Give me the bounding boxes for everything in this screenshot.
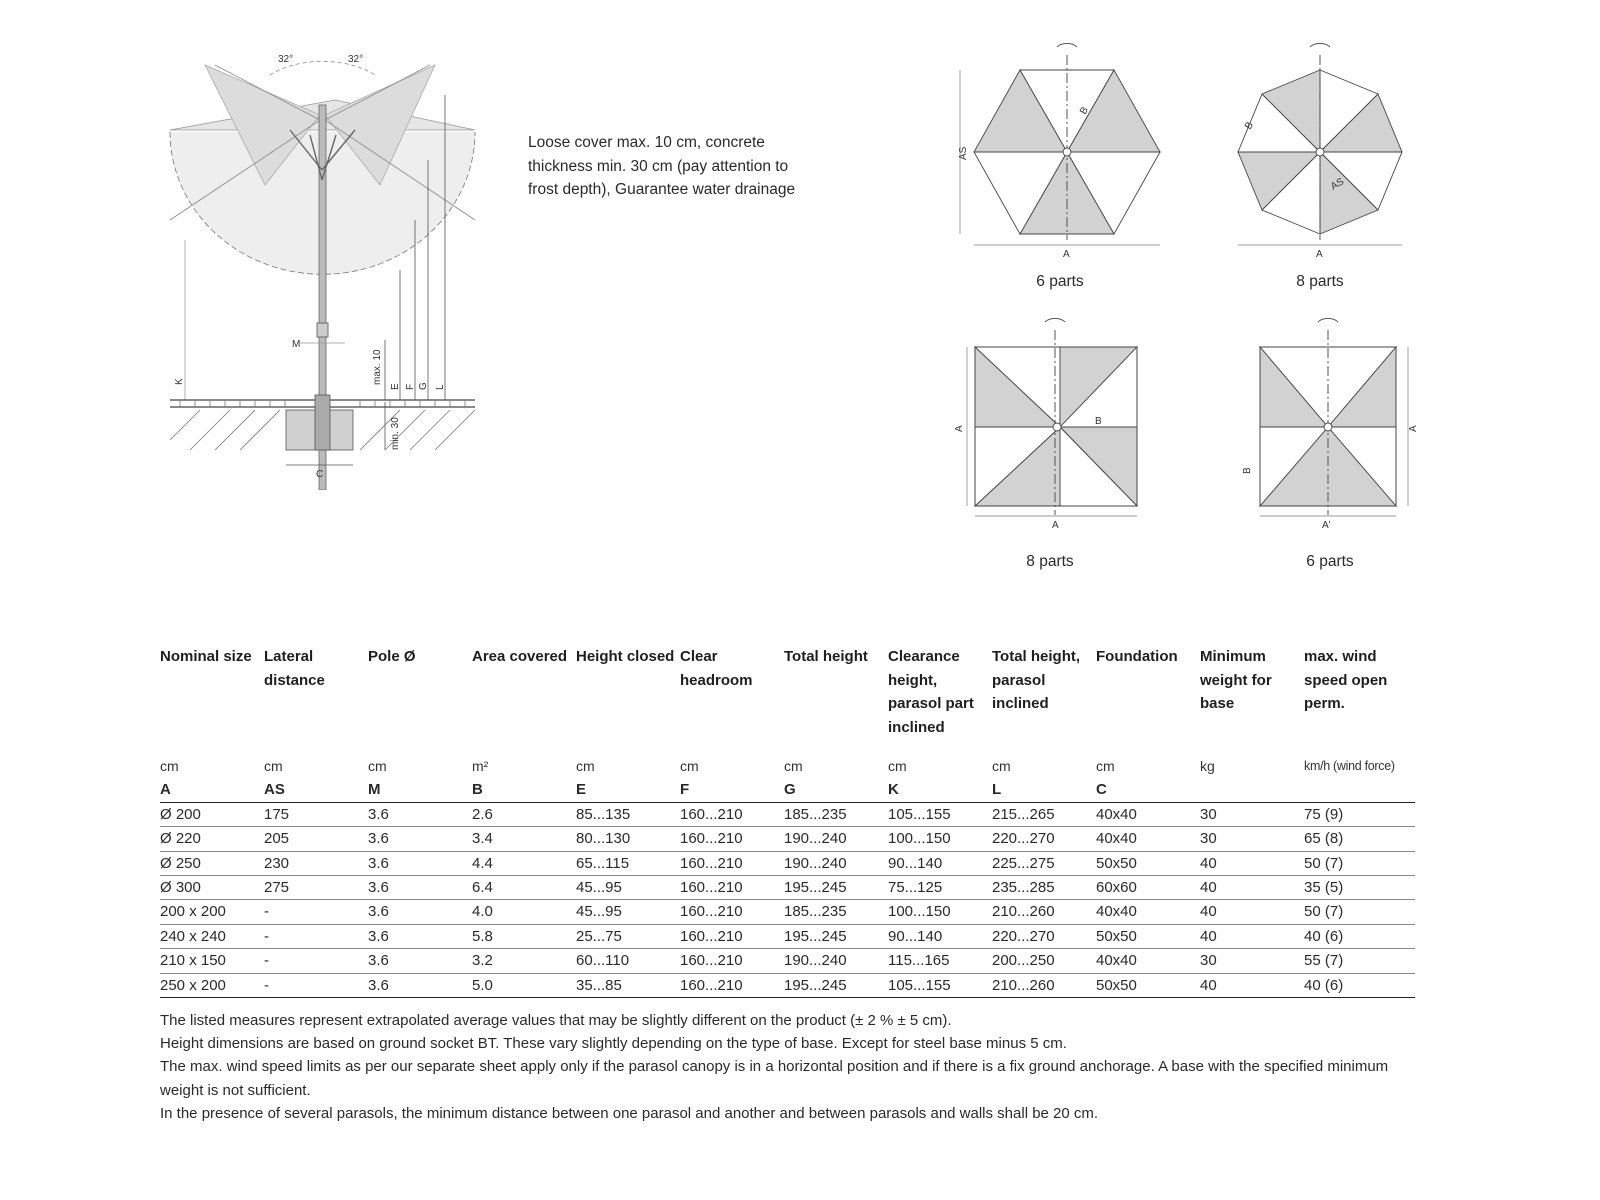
col-header-area-covered: Area covered [472,648,568,665]
table-cell: 90...140 [888,851,992,875]
table-row [160,949,1415,973]
table-cell: 40x40 [1096,900,1200,924]
dim-min30-label: min. 30 [390,417,401,450]
table-cell: 40x40 [1096,949,1200,973]
table-cell: 5.0 [472,973,576,997]
variant-square-8-parts [945,310,1155,575]
unit-cell: cm [160,758,179,774]
dimension-keys-row [160,778,1415,802]
rectangle-canopy-diagram [1230,310,1430,545]
table-cell: 25...75 [576,924,680,948]
table-cell: Ø 250 [160,851,264,875]
dim-a-label: A' [1322,520,1331,531]
dim-b-label: B [1243,120,1256,132]
table-cell: 40 [1200,851,1304,875]
table-cell: 220...270 [992,924,1096,948]
table-cell: 3.6 [368,876,472,900]
dim-a-label: A [1052,520,1059,531]
table-cell: 3.2 [472,949,576,973]
header-row [160,645,1415,755]
col-header-lateral-distance: Lateral distance [264,648,325,689]
table-cell: - [264,949,368,973]
table-cell: 230 [264,851,368,875]
col-header-total-height-inclined: Total height, parasol inclined [992,648,1081,712]
footnote: The listed measures represent extrapolated average values that may be slightly different on the product (± 2 % ± 5 cm). [160,1012,952,1029]
table-cell: 30 [1200,802,1304,826]
table-cell: 50 (7) [1304,851,1415,875]
table-cell: 215...265 [992,802,1096,826]
dim-b-label: B [1242,467,1253,474]
variant-octagon-8-parts [1220,35,1420,295]
table-row [160,802,1415,826]
table-cell: Ø 200 [160,802,264,826]
table-cell: 50x50 [1096,851,1200,875]
dim-l-label: L [435,384,446,390]
unit-cell: cm [368,758,387,774]
dim-g-label: G [418,382,429,390]
table-cell: 160...210 [680,924,784,948]
table-cell: 195...245 [784,876,888,900]
table-cell: 100...150 [888,827,992,851]
table-cell: 190...240 [784,949,888,973]
variant-caption: 6 parts [1306,553,1354,570]
key-cell [1200,778,1304,802]
table-cell: 45...95 [576,900,680,924]
dim-as-label: AS [1329,176,1347,193]
table-cell: 160...210 [680,949,784,973]
col-header-foundation: Foundation [1096,648,1178,665]
table-cell: 75 (9) [1304,802,1415,826]
key-cell: F [680,778,784,802]
variant-caption: 8 parts [1026,553,1074,570]
unit-cell: cm [1096,758,1115,774]
table-row [160,900,1415,924]
table-cell: 65...115 [576,851,680,875]
table-cell: 35...85 [576,973,680,997]
table-cell: 175 [264,802,368,826]
table-cell: 205 [264,827,368,851]
table-cell: 3.6 [368,802,472,826]
col-header-clear-headroom: Clear headroom [680,648,753,689]
col-header-height-closed: Height closed [576,648,675,665]
table-cell: 3.6 [368,900,472,924]
col-header-total-height: Total height [784,648,868,665]
footnotes [160,1009,1420,1125]
table-row [160,827,1415,851]
table-cell: 50x50 [1096,973,1200,997]
table-cell: - [264,924,368,948]
key-cell: AS [264,778,368,802]
table-cell: 100...150 [888,900,992,924]
table-cell: 105...155 [888,802,992,826]
table-cell: - [264,900,368,924]
key-cell: L [992,778,1096,802]
table-cell: 160...210 [680,802,784,826]
col-header-minimum-weight: Minimum weight for base [1200,648,1272,712]
unit-cell: kg [1200,758,1215,774]
variant-caption: 8 parts [1296,273,1344,290]
dim-k-label: K [174,378,185,385]
table-cell: 40 (6) [1304,973,1415,997]
table-cell: 45...95 [576,876,680,900]
table-cell: 40 [1200,924,1304,948]
variant-hexagon-6-parts [950,35,1170,295]
key-cell: B [472,778,576,802]
table-cell: 3.6 [368,827,472,851]
specification-table [160,645,1415,998]
table-cell: 115...165 [888,949,992,973]
table-cell: 190...240 [784,851,888,875]
col-header-max-wind-speed: max. wind speed open perm. [1304,648,1388,712]
dim-b-label: B [1078,105,1091,117]
table-cell: 160...210 [680,973,784,997]
octagon-canopy-diagram [1220,35,1420,265]
table-cell: 160...210 [680,876,784,900]
variant-rectangle-6-parts [1230,310,1430,575]
table-cell: 220...270 [992,827,1096,851]
table-cell: 55 (7) [1304,949,1415,973]
table-row [160,924,1415,948]
table-cell: 195...245 [784,924,888,948]
table-cell: 160...210 [680,851,784,875]
dim-a-label: A [1316,249,1323,260]
table-cell: 275 [264,876,368,900]
col-header-nominal-size: Nominal size [160,648,252,665]
table-cell: Ø 220 [160,827,264,851]
table-cell: 40x40 [1096,802,1200,826]
table-cell: 80...130 [576,827,680,851]
table-cell: 6.4 [472,876,576,900]
square-canopy-diagram [945,310,1155,545]
angle-right-label: 32° [348,54,364,65]
table-cell: 200 x 200 [160,900,264,924]
unit-cell: cm [992,758,1011,774]
key-cell: A [160,778,264,802]
unit-cell: cm [264,758,283,774]
dim-e-label: E [390,383,401,390]
table-cell: 40x40 [1096,827,1200,851]
dim-b-label: B [1095,416,1102,427]
angle-left-label: 32° [278,54,294,65]
table-cell: Ø 300 [160,876,264,900]
table-cell: 50x50 [1096,924,1200,948]
table-cell: - [264,973,368,997]
footnote: In the presence of several parasols, the minimum distance between one parasol and another and between parasols and walls shall be 20 cm. [160,1104,1099,1122]
key-cell: K [888,778,992,802]
table-cell: 235...285 [992,876,1096,900]
table-cell: 75...125 [888,876,992,900]
table-row [160,973,1415,997]
table-cell: 85...135 [576,802,680,826]
col-header-clearance-height-inclined: Clearance height, parasol part inclined [888,648,974,736]
table-cell: 40 [1200,900,1304,924]
footnote: The max. wind speed limits as per our separate sheet apply only if the parasol canopy is in a horizontal position and if there is a fix ground anchorage. A base with the specified minimum weight is not sufficient. [160,1058,1389,1099]
unit-cell: cm [576,758,595,774]
unit-cell: cm [680,758,699,774]
table-cell: 160...210 [680,900,784,924]
table-cell: 105...155 [888,973,992,997]
table-cell: 60...110 [576,949,680,973]
dim-max10-label: max. 10 [372,349,383,385]
dim-a-label: A [1063,249,1070,260]
table-cell: 3.6 [368,851,472,875]
table-cell: 30 [1200,949,1304,973]
table-cell: 190...240 [784,827,888,851]
col-header-pole-diameter: Pole Ø [368,648,416,665]
parasol-side-elevation-drawing [160,40,500,490]
table-row [160,876,1415,900]
table-cell: 210...260 [992,900,1096,924]
table-cell: 5.8 [472,924,576,948]
table-cell: 3.4 [472,827,576,851]
dim-m-label: M [292,339,301,350]
table-cell: 185...235 [784,802,888,826]
key-cell [1304,778,1415,802]
table-cell: 240 x 240 [160,924,264,948]
table-cell: 3.6 [368,949,472,973]
table-cell: 4.4 [472,851,576,875]
table-cell: 185...235 [784,900,888,924]
table-cell: 200...250 [992,949,1096,973]
table-cell: 30 [1200,827,1304,851]
installation-note: Loose cover max. 10 cm, concrete thickness min. 30 cm (pay attention to frost depth), Guarantee water drainage [528,134,796,198]
table-cell: 225...275 [992,851,1096,875]
dim-a-side-label: A [1408,425,1419,432]
table-cell: 50 (7) [1304,900,1415,924]
footnote: Height dimensions are based on ground socket BT. These vary slightly depending on the type of base. Except for steel base minus 5 cm. [160,1035,1067,1053]
table-cell: 160...210 [680,827,784,851]
table-cell: 195...245 [784,973,888,997]
key-cell: G [784,778,888,802]
table-cell: 4.0 [472,900,576,924]
table-cell: 210...260 [992,973,1096,997]
table-cell: 90...140 [888,924,992,948]
unit-cell: cm [784,758,803,774]
units-row [160,755,1415,778]
dim-a-side-label: A [954,425,965,432]
unit-cell: km/h (wind force) [1304,759,1395,773]
table-cell: 3.6 [368,924,472,948]
table-cell: 35 (5) [1304,876,1415,900]
variant-caption: 6 parts [1036,273,1084,290]
unit-cell: cm [888,758,907,774]
table-row [160,851,1415,875]
key-cell: M [368,778,472,802]
unit-cell: m² [472,758,489,774]
table-cell: 40 (6) [1304,924,1415,948]
table-cell: 250 x 200 [160,973,264,997]
table-cell: 40 [1200,876,1304,900]
key-cell: C [1096,778,1200,802]
table-cell: 60x60 [1096,876,1200,900]
hexagon-canopy-diagram [950,35,1170,265]
key-cell: E [576,778,680,802]
table-cell: 210 x 150 [160,949,264,973]
table-cell: 3.6 [368,973,472,997]
dim-as-label: AS [958,146,969,160]
dim-f-label: F [405,383,416,390]
table-cell: 65 (8) [1304,827,1415,851]
table-cell: 2.6 [472,802,576,826]
dim-c-label: C [316,469,324,480]
data-rows [160,802,1415,997]
table-cell: 40 [1200,973,1304,997]
